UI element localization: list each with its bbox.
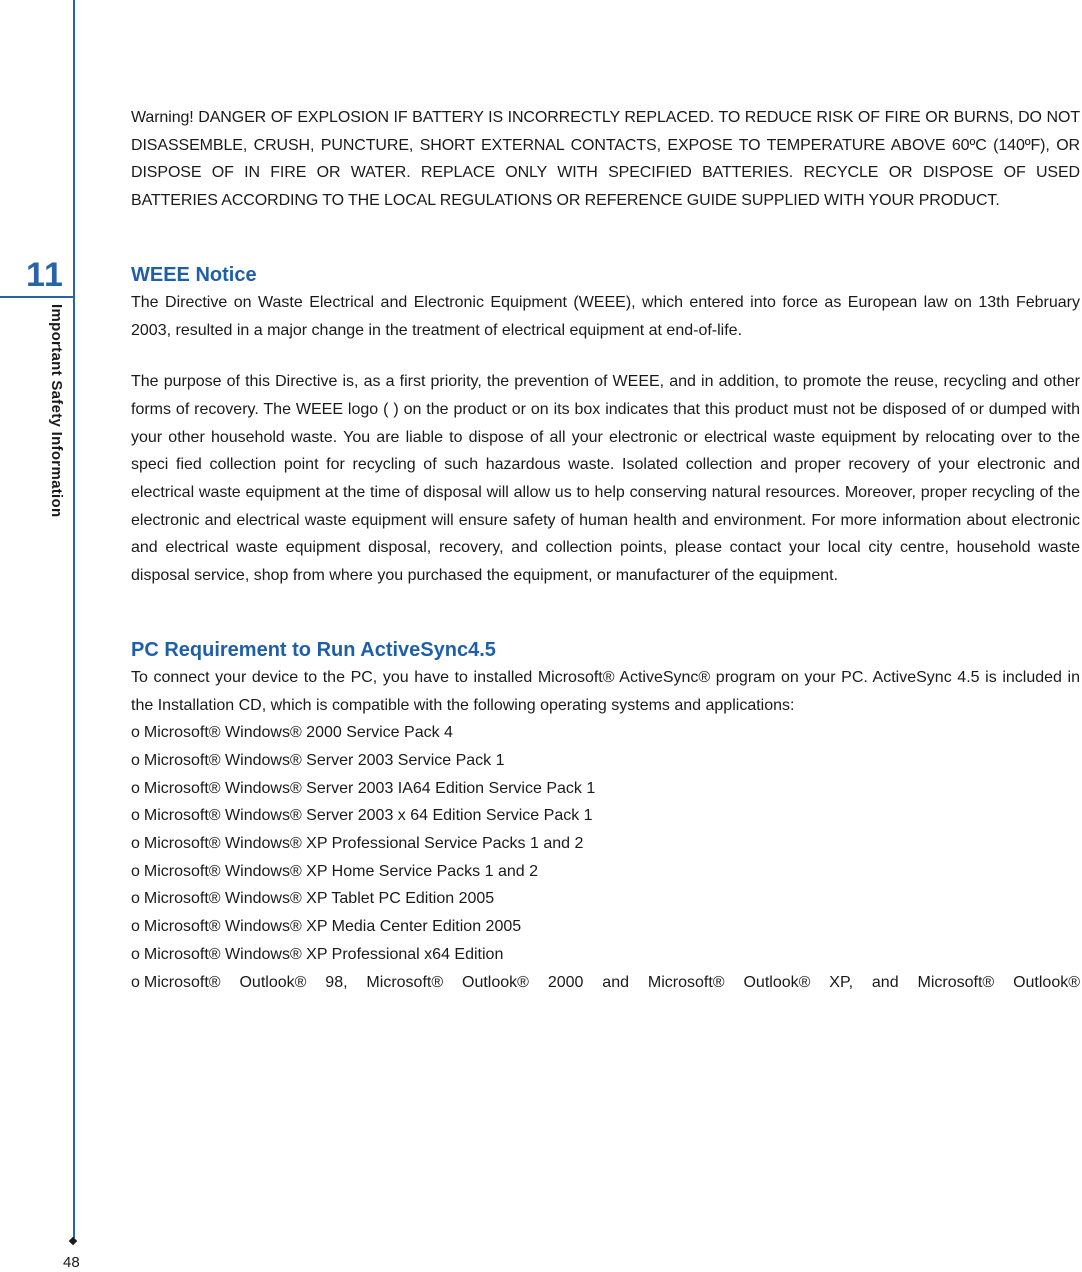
list-item-text: Microsoft® Windows® Server 2003 x 64 Edition Service Pack 1 bbox=[143, 807, 593, 825]
list-item-text: Microsoft® Windows® XP Tablet PC Edition 2005 bbox=[143, 890, 495, 908]
list-item-text: Microsoft® Windows® Server 2003 IA64 Edition Service Pack 1 bbox=[143, 779, 596, 797]
weee-paragraph-1: The Directive on Waste Electrical and Electronic Equipment (WEEE), which entered into force as European law on 13th February 2003, resulted in a major change in the treatment of electrical equipment at end-of-life. bbox=[131, 293, 1080, 339]
list-item bbox=[131, 830, 1080, 858]
sidebar-vertical-rule bbox=[73, 0, 75, 1238]
list-item-text: Microsoft® Windows® XP Home Service Packs 1 and 2 bbox=[143, 862, 538, 880]
list-item bbox=[131, 775, 1080, 803]
battery-warning: Warning! DANGER OF EXPLOSION IF BATTERY IS INCORRECTLY REPLACED. TO REDUCE RISK OF FIRE OR BURNS, DO NOT DISASSEMBLE, CRUSH, PUNCTURE, SHORT EXTERNAL CONTACTS, EXPOSE TO TEMPERATURE ABOVE 60ºC (140ºF), OR DISPOSE OF IN FIRE OR WATER. REPLACE ONLY WITH SPECIFIED BATTERIES. RECYCLE OR DISPOSE OF USED BATTERIES ACCORDING TO THE LOCAL REGULATIONS OR REFERENCE GUIDE SUPPLIED WITH YOUR PRODUCT. bbox=[131, 109, 1080, 210]
chapter-number: 11 bbox=[26, 256, 64, 294]
list-bullet: o bbox=[131, 779, 140, 797]
list-bullet: o bbox=[131, 724, 140, 742]
list-item bbox=[131, 885, 1080, 913]
chapter-title: Important Safety Information bbox=[48, 304, 65, 518]
list-item bbox=[131, 747, 1080, 775]
list-item-text: Microsoft® Windows® XP Media Center Edition 2005 bbox=[143, 918, 522, 936]
list-item bbox=[131, 913, 1080, 941]
list-bullet: o bbox=[131, 862, 140, 880]
list-bullet: o bbox=[131, 835, 140, 853]
list-item bbox=[131, 802, 1080, 830]
weee-paragraph-2: The purpose of this Directive is, as a first priority, the prevention of WEEE, and in addition, to promote the reuse, recycling and other forms of recovery. The WEEE logo ( ) on the product or on its box indicates that this product must not be disposed of or dumped with your other household waste. You are liable to dispose of all your electronic or electrical waste equipment by relocating over to the speci fied collection point for recycling of such hazardous waste. Isolated collection and proper recovery of your electronic and electrical waste equipment at the time of disposal will allow us to help conserving natural resources. Moreover, proper recycling of the electronic and electrical waste equipment will ensure safety of human health and environment. For more information about electronic and electrical waste equipment disposal, recovery, and collection points, please contact your local city centre, household waste disposal service, shop from where you purchased the equipment, or manufacturer of the equipment. bbox=[131, 373, 1080, 585]
page-marker-icon bbox=[69, 1237, 77, 1245]
list-item-text: Microsoft® Windows® Server 2003 Service Pack 1 bbox=[143, 751, 505, 769]
list-item-text: Microsoft® Windows® XP Professional Service Packs 1 and 2 bbox=[143, 835, 584, 853]
list-bullet: o bbox=[131, 751, 140, 769]
list-bullet: o bbox=[131, 973, 140, 991]
list-item bbox=[131, 719, 1080, 747]
list-bullet: o bbox=[131, 918, 140, 936]
list-item-text: Microsoft® Windows® 2000 Service Pack 4 bbox=[143, 724, 453, 742]
weee-heading: WEEE Notice bbox=[131, 263, 257, 286]
main-content bbox=[131, 104, 1080, 996]
list-item-text: Microsoft® Windows® XP Professional x64 Edition bbox=[143, 945, 504, 963]
list-item bbox=[131, 941, 1080, 969]
page-number: 48 bbox=[63, 1254, 80, 1271]
requirements-list bbox=[131, 719, 1080, 996]
activesync-heading: PC Requirement to Run ActiveSync4.5 bbox=[131, 638, 496, 661]
list-bullet: o bbox=[131, 945, 140, 963]
activesync-intro: To connect your device to the PC, you have to installed Microsoft® ActiveSync® program on your PC. ActiveSync 4.5 is included in the Installation CD, which is compatible with the following operating systems and applications: bbox=[131, 668, 1080, 714]
list-bullet: o bbox=[131, 807, 140, 825]
list-item bbox=[131, 858, 1080, 886]
chapter-underline bbox=[0, 296, 74, 298]
list-bullet: o bbox=[131, 890, 140, 908]
list-item-text: Microsoft® Outlook® 98, Microsoft® Outlook® 2000 and Microsoft® Outlook® XP, and Microsoft® Outlook® bbox=[143, 973, 1080, 991]
list-item bbox=[131, 969, 1080, 997]
